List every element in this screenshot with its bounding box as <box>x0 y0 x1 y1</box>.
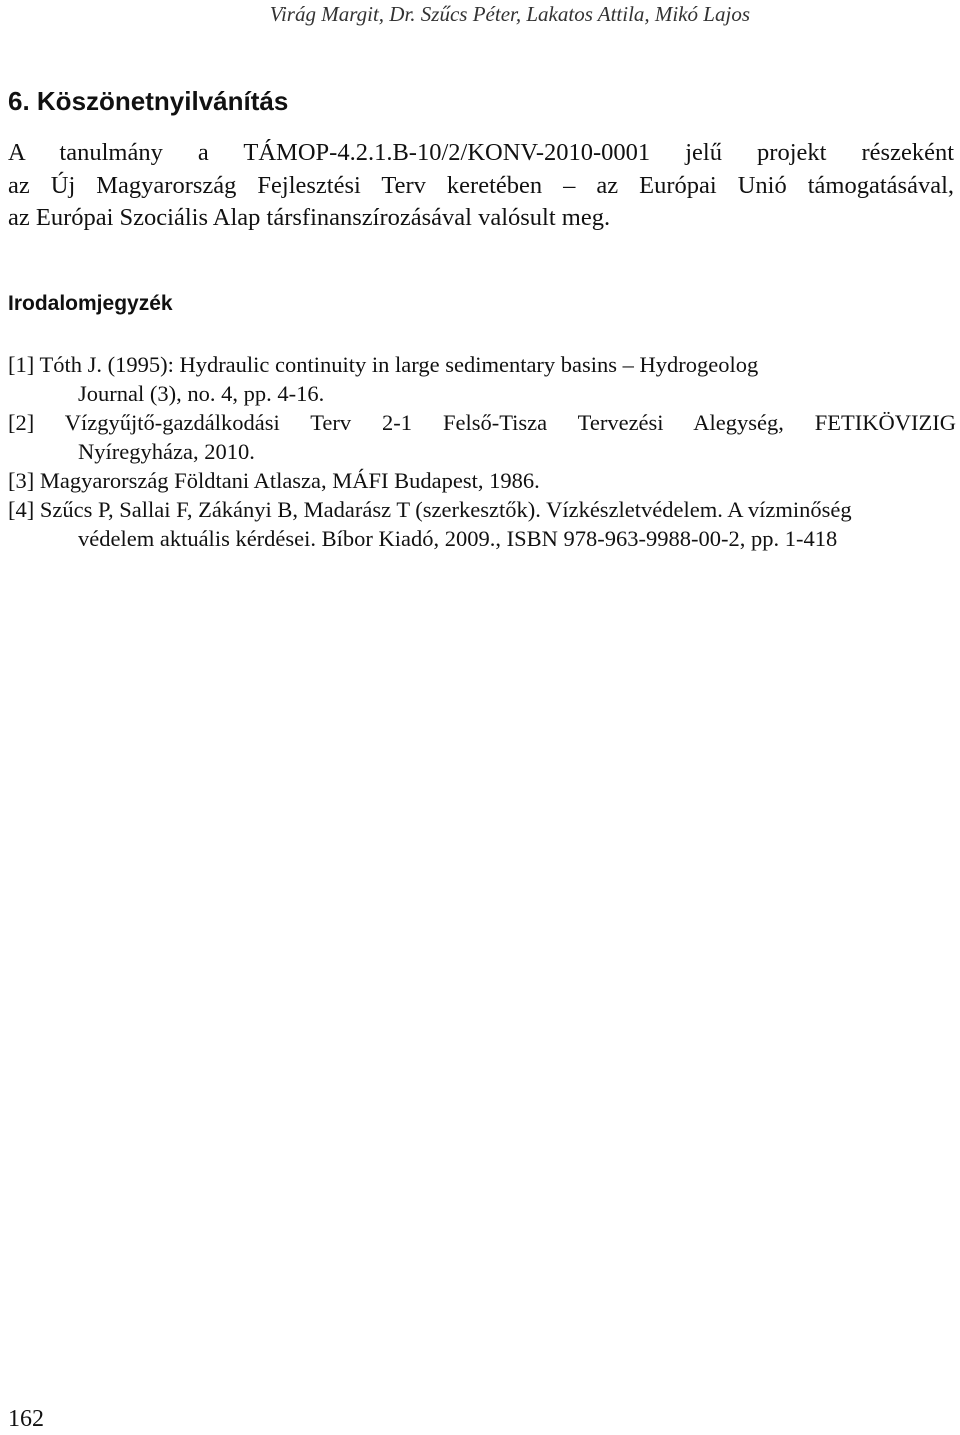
reference-item-2 <box>8 408 956 466</box>
section-heading-acknowledgement: 6. Köszönetnyilvánítás <box>8 86 289 116</box>
reference-line: Nyíregyháza, 2010. <box>78 439 255 464</box>
reference-line: [1] Tóth J. (1995): Hydraulic continuity in large sedimentary basins – Hydrogeolog <box>8 352 759 377</box>
acknowledgement-paragraph <box>8 137 954 235</box>
reference-line: [3] Magyarország Földtani Atlasza, MÁFI Budapest, 1986. <box>8 468 540 493</box>
reference-line: védelem aktuális kérdései. Bíbor Kiadó, 2009., ISBN 978-963-9988-00-2, pp. 1-418 <box>78 526 838 551</box>
acknowledgement-line: A tanulmány a TÁMOP-4.2.1.B-10/2/KONV-2010-0001 jelű projekt részeként <box>8 139 954 166</box>
reference-list <box>8 350 956 553</box>
reference-item-3 <box>8 466 956 495</box>
acknowledgement-line: az Új Magyarország Fejlesztési Terv keretében – az Európai Unió támogatásával, <box>8 171 954 199</box>
reference-item-1 <box>8 350 956 408</box>
reference-line: [4] Szűcs P, Sallai F, Zákányi B, Madarász T (szerkesztők). Vízkészletvédelem. A vízminőség <box>8 497 852 522</box>
reference-item-4 <box>8 495 956 553</box>
running-head: Virág Margit, Dr. Szűcs Péter, Lakatos Attila, Mikó Lajos <box>269 2 750 26</box>
references-heading: Irodalomjegyzék <box>8 292 173 315</box>
page-number: 162 <box>8 1406 44 1432</box>
acknowledgement-line: az Európai Szociális Alap társfinanszírozásával valósult meg. <box>8 204 611 231</box>
reference-line: [2] Vízgyűjtő-gazdálkodási Terv 2-1 Felső-Tisza Tervezési Alegység, FETIKÖVIZIG <box>8 410 956 435</box>
reference-line: Journal (3), no. 4, pp. 4-16. <box>78 381 325 406</box>
